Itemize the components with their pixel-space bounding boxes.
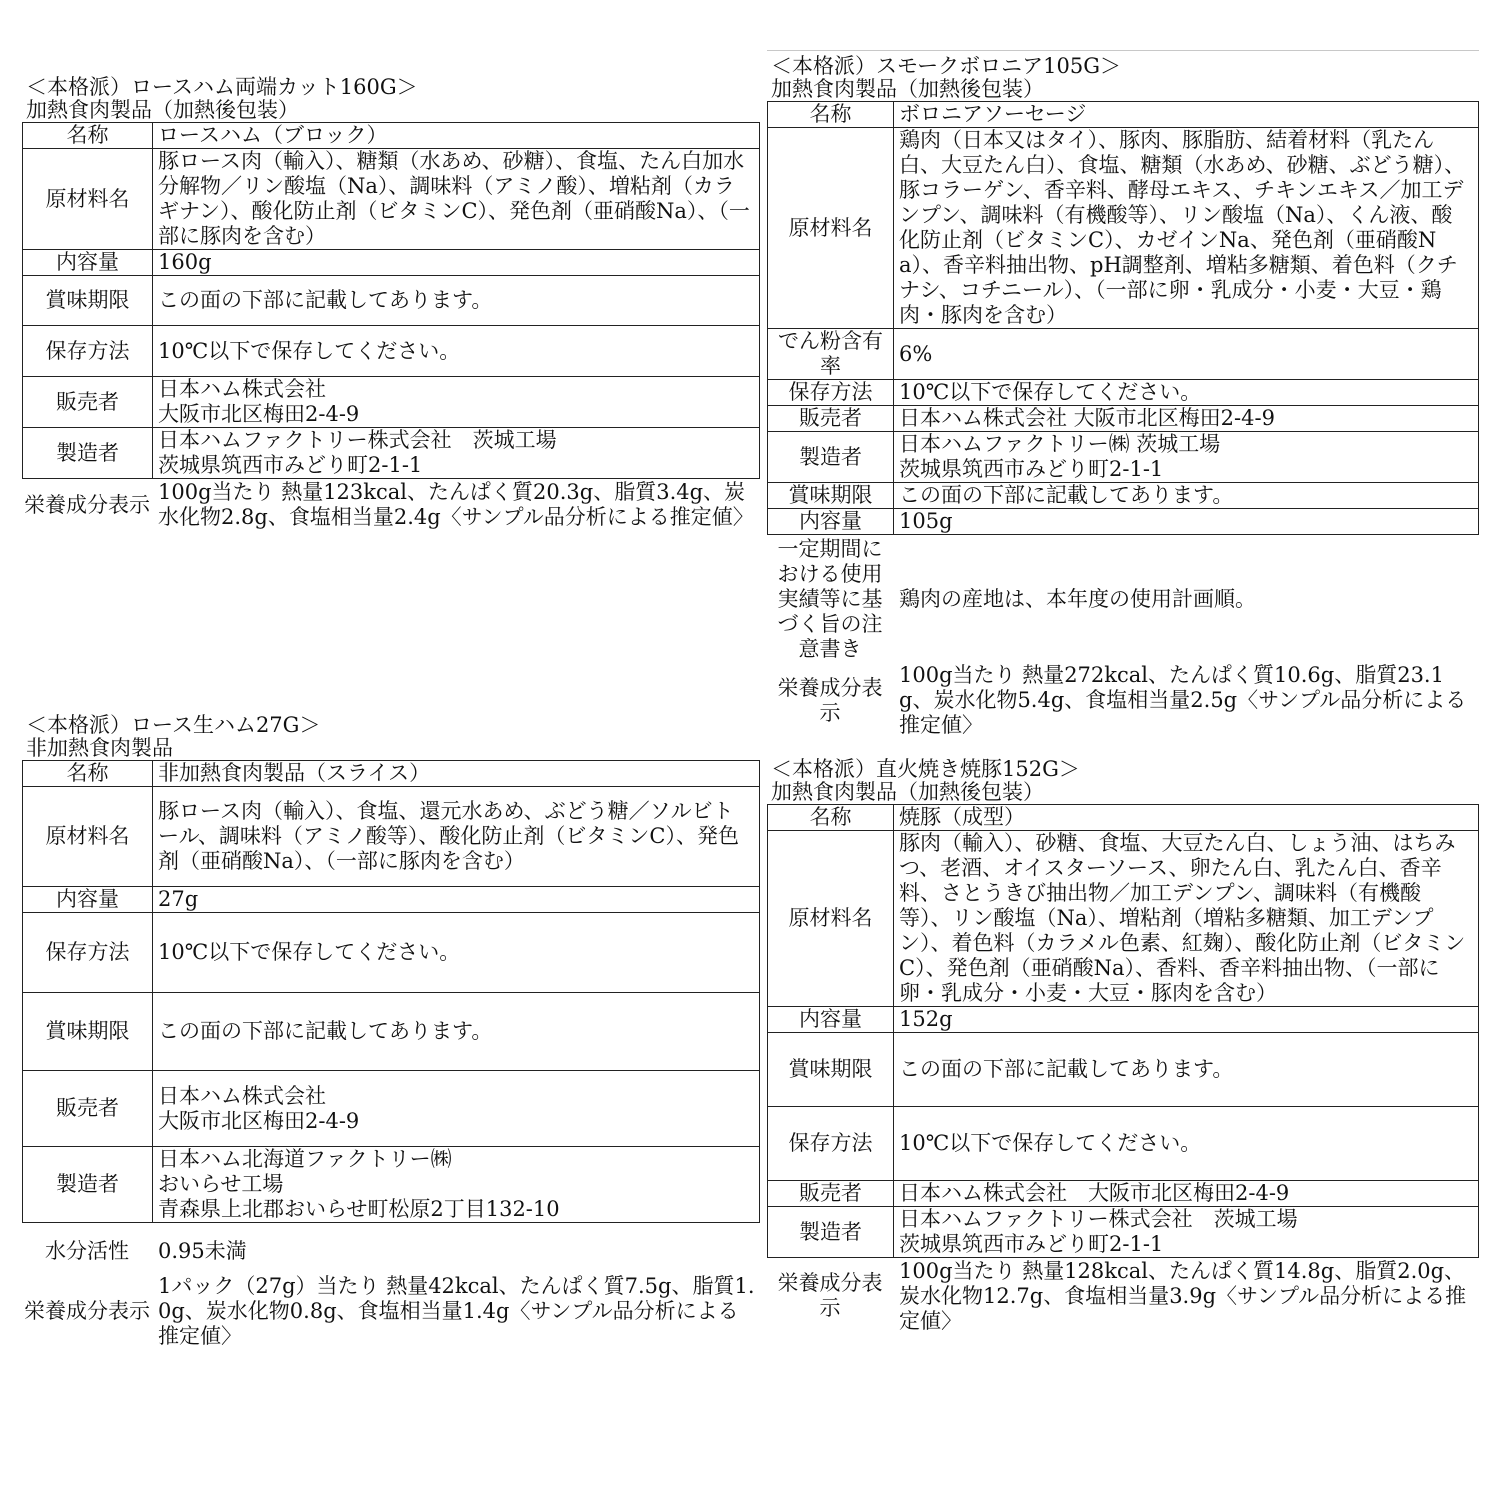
row-label: 賞味期限 bbox=[23, 276, 153, 326]
table-row bbox=[22, 479, 760, 531]
row-value: 日本ハム株式会社 大阪市北区梅田2-4-9 bbox=[894, 406, 1479, 432]
row-label: 内容量 bbox=[23, 887, 153, 913]
table-row bbox=[768, 432, 1479, 483]
row-value: 10℃以下で保存してください。 bbox=[894, 380, 1479, 406]
row-label: 販売者 bbox=[768, 406, 894, 432]
row-value: 日本ハムファクトリー㈱ 茨城工場 茨城県筑西市みどり町2-1-1 bbox=[894, 432, 1479, 483]
row-value: この面の下部に記載してあります。 bbox=[153, 276, 760, 326]
row-label: でん粉含有率 bbox=[768, 329, 894, 380]
table-row bbox=[23, 1071, 760, 1147]
table-row bbox=[23, 149, 760, 250]
table-row bbox=[23, 428, 760, 479]
label-table bbox=[767, 804, 1479, 1258]
table-row bbox=[768, 509, 1479, 535]
table-row bbox=[768, 1181, 1479, 1207]
table-row bbox=[23, 326, 760, 377]
table-row bbox=[768, 1107, 1479, 1181]
table-row bbox=[768, 329, 1479, 380]
row-label: 保存方法 bbox=[768, 1107, 894, 1181]
row-label: 名称 bbox=[768, 102, 894, 128]
table-row bbox=[768, 1207, 1479, 1258]
table-row bbox=[23, 993, 760, 1071]
label-panel-loin-ham bbox=[22, 76, 760, 531]
row-label: 保存方法 bbox=[23, 326, 153, 377]
row-label: 名称 bbox=[768, 805, 894, 831]
row-value: 日本ハム株式会社 大阪市北区梅田2-4-9 bbox=[153, 377, 760, 428]
row-value: 日本ハムファクトリー株式会社 茨城工場 茨城県筑西市みどり町2-1-1 bbox=[894, 1207, 1479, 1258]
row-value: 6% bbox=[894, 329, 1479, 380]
row-value: 日本ハムファクトリー株式会社 茨城工場 茨城県筑西市みどり町2-1-1 bbox=[153, 428, 760, 479]
row-value: 160g bbox=[153, 250, 760, 276]
table-row bbox=[23, 761, 760, 787]
row-label: 販売者 bbox=[23, 1071, 153, 1147]
label-panel-smoked-bologna bbox=[767, 50, 1479, 738]
row-label: 販売者 bbox=[768, 1181, 894, 1207]
row-label: 販売者 bbox=[23, 377, 153, 428]
row-value: この面の下部に記載してあります。 bbox=[894, 1033, 1479, 1107]
table-row bbox=[767, 535, 1479, 663]
table-row bbox=[23, 787, 760, 887]
table-row bbox=[768, 406, 1479, 432]
table-row bbox=[768, 380, 1479, 406]
row-label: 保存方法 bbox=[23, 913, 153, 993]
label-table bbox=[22, 122, 760, 479]
label-table bbox=[767, 101, 1479, 535]
row-value: 豚ロース肉（輸入）、糖類（水あめ、砂糖）、食塩、たん白加水分解物／リン酸塩（Na）、調味料（アミノ酸）、増粘剤（カラギナン）、酸化防止剤（ビタミンC）、発色剤（亜硝酸Na）、（一部に豚肉を含む） bbox=[153, 149, 760, 250]
table-row bbox=[768, 831, 1479, 1007]
row-label: 製造者 bbox=[768, 432, 894, 483]
table-row bbox=[768, 128, 1479, 329]
table-row bbox=[767, 1258, 1479, 1334]
table-row bbox=[23, 887, 760, 913]
row-label: 内容量 bbox=[768, 509, 894, 535]
row-value: 1パック（27g）当たり 熱量42kcal、たんぱく質7.5g、脂質1.0g、炭水化物0.8g、食塩相当量1.4g〈サンプル品分析による推定値〉 bbox=[158, 1273, 755, 1348]
product-category: 加熱食肉製品（加熱後包装） bbox=[771, 77, 1044, 101]
row-label: 保存方法 bbox=[768, 380, 894, 406]
product-category: 非加熱食肉製品 bbox=[26, 736, 173, 760]
label-panel-prosciutto bbox=[22, 714, 760, 1351]
row-label: 名称 bbox=[23, 123, 153, 149]
table-row bbox=[768, 102, 1479, 128]
table-row bbox=[768, 1007, 1479, 1033]
row-label: 栄養成分表示 bbox=[24, 492, 150, 517]
table-row bbox=[23, 250, 760, 276]
product-title: ＜本格派）直火焼き焼豚152G＞ bbox=[771, 757, 1080, 781]
row-label: 原材料名 bbox=[23, 787, 153, 887]
table-row bbox=[22, 1271, 760, 1351]
row-value: 27g bbox=[153, 887, 760, 913]
row-label: 栄養成分表示 bbox=[777, 675, 883, 725]
row-value: 日本ハム株式会社 大阪市北区梅田2-4-9 bbox=[894, 1181, 1479, 1207]
row-value: この面の下部に記載してあります。 bbox=[894, 483, 1479, 509]
table-row bbox=[23, 1147, 760, 1223]
label-panel-roast-pork bbox=[767, 758, 1479, 1334]
row-label: 賞味期限 bbox=[768, 1033, 894, 1107]
row-value: この面の下部に記載してあります。 bbox=[153, 993, 760, 1071]
row-value: 豚ロース肉（輸入）、食塩、還元水あめ、ぶどう糖／ソルビトール、調味料（アミノ酸等）、酸化防止剤（ビタミンC）、発色剤（亜硝酸Na）、（一部に豚肉を含む） bbox=[153, 787, 760, 887]
row-label: 原材料名 bbox=[23, 149, 153, 250]
row-value: 0.95未満 bbox=[158, 1238, 247, 1263]
row-value: 100g当たり 熱量272kcal、たんぱく質10.6g、脂質23.1g、炭水化物5.4g、食塩相当量2.5g〈サンプル品分析による推定値〉 bbox=[899, 663, 1467, 737]
row-label: 原材料名 bbox=[768, 128, 894, 329]
row-label: 内容量 bbox=[23, 250, 153, 276]
row-label: 製造者 bbox=[23, 1147, 153, 1223]
row-value: ボロニアソーセージ bbox=[894, 102, 1479, 128]
row-value: 10℃以下で保存してください。 bbox=[153, 913, 760, 993]
row-value: 焼豚（成型） bbox=[894, 805, 1479, 831]
row-label: 製造者 bbox=[23, 428, 153, 479]
row-value: 152g bbox=[894, 1007, 1479, 1033]
product-title: ＜本格派）ロースハム両端カット160G＞ bbox=[26, 75, 418, 99]
notes-table bbox=[22, 1231, 760, 1351]
table-row bbox=[23, 377, 760, 428]
product-title: ＜本格派）ロース生ハム27G＞ bbox=[26, 713, 321, 737]
row-value: 鶏肉（日本又はタイ）、豚肉、豚脂肪、結着材料（乳たん白、大豆たん白）、食塩、糖類（水あめ、砂糖、ぶどう糖）、豚コラーゲン、香辛料、酵母エキス、チキンエキス／加工デンプン、調味料（有機酸等）、リン酸塩（Na）、くん液、酸化防止剤（ビタミンC）、カゼインNa、発色剤（亜硝酸Na）、香辛料抽出物、pH調整剤、増粘多糖類、着色料（クチナシ、コチニール）、（一部に卵・乳成分・小麦・大豆・鶏肉・豚肉を含む） bbox=[894, 128, 1479, 329]
row-value: ロースハム（ブロック） bbox=[153, 123, 760, 149]
divider bbox=[767, 50, 1479, 51]
row-value: 10℃以下で保存してください。 bbox=[894, 1107, 1479, 1181]
row-label: 賞味期限 bbox=[23, 993, 153, 1071]
table-row bbox=[768, 805, 1479, 831]
row-label: 名称 bbox=[23, 761, 153, 787]
table-row bbox=[768, 1033, 1479, 1107]
table-row bbox=[22, 1231, 760, 1271]
label-table bbox=[22, 760, 760, 1223]
row-label: 賞味期限 bbox=[768, 483, 894, 509]
row-value: 100g当たり 熱量128kcal、たんぱく質14.8g、脂質2.0g、炭水化物12.7g、食塩相当量3.9g〈サンプル品分析による推定値〉 bbox=[899, 1258, 1467, 1333]
row-value: 10℃以下で保存してください。 bbox=[153, 326, 760, 377]
table-row bbox=[768, 483, 1479, 509]
table-row bbox=[23, 913, 760, 993]
row-value: 豚肉（輸入）、砂糖、食塩、大豆たん白、しょう油、はちみつ、老酒、オイスターソース、卵たん白、乳たん白、香辛料、さとうきび抽出物／加工デンプン、調味料（有機酸等）、リン酸塩（Na）、増粘剤（増粘多糖類、加工デンプン）、着色料（カラメル色素、紅麹）、酸化防止剤（ビタミンC）、発色剤（亜硝酸Na）、香料、香辛料抽出物、（一部に卵・乳成分・小麦・大豆・豚肉を含む） bbox=[894, 831, 1479, 1007]
row-label: 栄養成分表示 bbox=[777, 1271, 883, 1320]
row-value: 鶏肉の産地は、本年度の使用計画順。 bbox=[899, 586, 1256, 611]
row-label: 原材料名 bbox=[768, 831, 894, 1007]
row-value: 非加熱食肉製品（スライス） bbox=[153, 761, 760, 787]
table-row bbox=[767, 663, 1479, 738]
row-label: 栄養成分表示 bbox=[24, 1298, 150, 1323]
row-value: 日本ハム北海道ファクトリー㈱ おいらせ工場 青森県上北郡おいらせ町松原2丁目132-10 bbox=[153, 1147, 760, 1223]
row-value: 100g当たり 熱量123kcal、たんぱく質20.3g、脂質3.4g、炭水化物2.8g、食塩相当量2.4g〈サンプル品分析による推定値〉 bbox=[158, 480, 754, 529]
table-row bbox=[23, 276, 760, 326]
row-label: 製造者 bbox=[768, 1207, 894, 1258]
product-category: 加熱食肉製品（加熱後包装） bbox=[26, 98, 299, 122]
row-label: 水分活性 bbox=[45, 1238, 129, 1263]
row-value: 105g bbox=[894, 509, 1479, 535]
row-label: 内容量 bbox=[768, 1007, 894, 1033]
nutrition-table bbox=[22, 479, 760, 531]
row-label: 一定期間における使用実績等に基づく旨の注意書き bbox=[777, 536, 883, 661]
product-category: 加熱食肉製品（加熱後包装） bbox=[771, 780, 1044, 804]
nutrition-table bbox=[767, 1258, 1479, 1334]
product-title: ＜本格派）スモークボロニア105G＞ bbox=[771, 54, 1122, 78]
notes-table bbox=[767, 535, 1479, 738]
row-value: 日本ハム株式会社 大阪市北区梅田2-4-9 bbox=[153, 1071, 760, 1147]
table-row bbox=[23, 123, 760, 149]
